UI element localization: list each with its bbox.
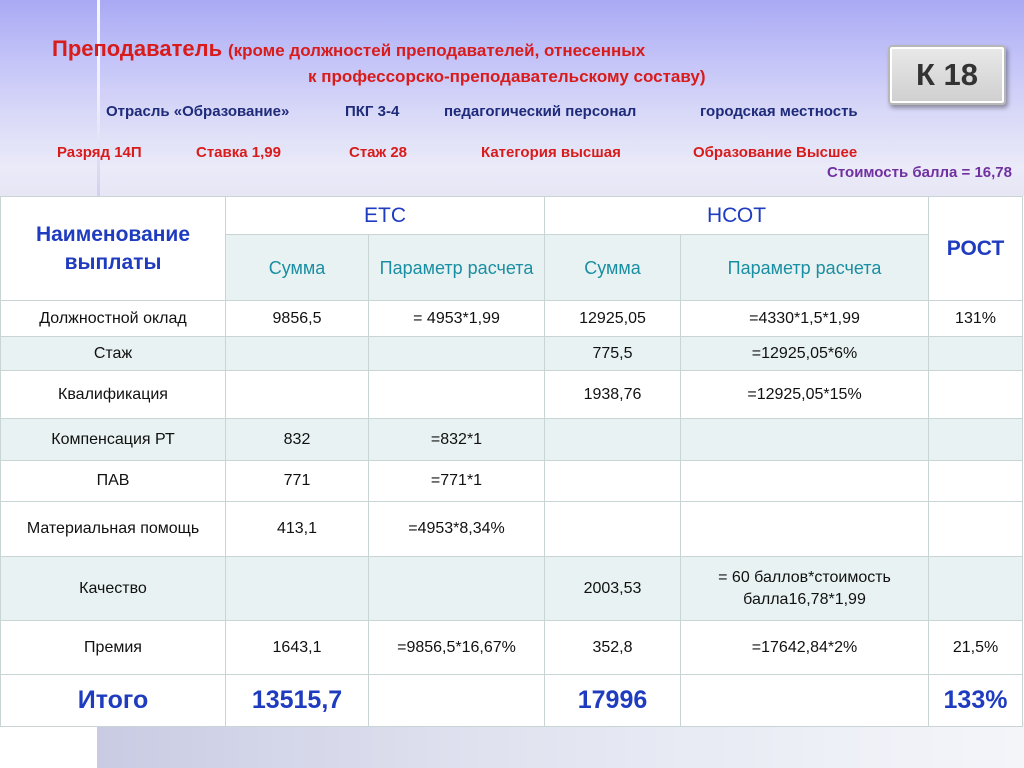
cell-nsot-param: [681, 419, 929, 461]
table-row: [1, 337, 1023, 371]
cell-ets-param: =4953*8,34%: [369, 502, 545, 557]
cell-ets-param: [369, 337, 545, 371]
footer-band: [97, 722, 1024, 768]
cell-growth: [929, 461, 1023, 502]
total-row: [1, 675, 1023, 727]
cell-nsot-sum: 775,5: [545, 337, 681, 371]
cell-growth: [929, 371, 1023, 419]
table-row: [1, 502, 1023, 557]
cell-ets-sum: 771: [226, 461, 369, 502]
nsot-param-line-2: балла16,78*1,99: [743, 590, 866, 608]
cell-name: ПАВ: [1, 461, 226, 502]
cell-nsot-sum: 1938,76: [545, 371, 681, 419]
cell-ets-sum: 9856,5: [226, 301, 369, 337]
header-ets: ЕТС: [226, 197, 545, 235]
cell-name: Стаж: [1, 337, 226, 371]
info-area: городская местность: [700, 103, 858, 120]
total-ets-sum: 13515,7: [226, 675, 369, 727]
cell-name: Материальная помощь: [1, 502, 226, 557]
cell-ets-param: = 4953*1,99: [369, 301, 545, 337]
cell-nsot-param: =12925,05*15%: [681, 371, 929, 419]
cell-growth: 131%: [929, 301, 1023, 337]
cell-nsot-sum: 352,8: [545, 621, 681, 675]
header-nsot: НСОТ: [545, 197, 929, 235]
cell-name: Должностной оклад: [1, 301, 226, 337]
cell-ets-sum: 413,1: [226, 502, 369, 557]
cell-nsot-param: =4330*1,5*1,99: [681, 301, 929, 337]
cell-name: Квалификация: [1, 371, 226, 419]
table-row: [1, 557, 1023, 621]
title-line2: к профессорско-преподавательскому составу): [308, 67, 706, 86]
total-growth: 133%: [929, 675, 1023, 727]
header-ets-sum: Сумма: [226, 235, 369, 301]
header-ets-param: Параметр расчета: [369, 235, 545, 301]
cell-nsot-param: [681, 502, 929, 557]
cell-name: Качество: [1, 557, 226, 621]
table-row: [1, 419, 1023, 461]
point-cost: Стоимость балла = 16,78: [827, 164, 1012, 181]
cell-nsot-param: [681, 461, 929, 502]
info-staff: педагогический персонал: [444, 103, 637, 120]
info-experience: Стаж 28: [349, 144, 408, 161]
cell-growth: [929, 557, 1023, 621]
info-sector: Отрасль «Образование»: [106, 103, 290, 120]
cell-ets-param: =771*1: [369, 461, 545, 502]
table-row: [1, 461, 1023, 502]
info-rate: Ставка 1,99: [196, 144, 281, 161]
title-rest: (кроме должностей преподавателей, отнесенных: [227, 41, 646, 60]
cell-ets-param: =832*1: [369, 419, 545, 461]
cell-nsot-param: =12925,05*6%: [681, 337, 929, 371]
info-line-2: [0, 144, 1024, 164]
cell-growth: [929, 337, 1023, 371]
cell-name: Компенсация РТ: [1, 419, 226, 461]
decorative-vertical-line: [97, 0, 100, 196]
info-education: Образование Высшее: [693, 144, 858, 161]
total-nsot-param: [681, 675, 929, 727]
cell-nsot-sum: [545, 502, 681, 557]
cell-nsot-sum: [545, 419, 681, 461]
total-nsot-sum: 17996: [545, 675, 681, 727]
info-category: Категория высшая: [481, 144, 621, 161]
cell-nsot-param: [681, 557, 929, 621]
cell-name: Премия: [1, 621, 226, 675]
header-growth: РОСТ: [929, 197, 1023, 301]
cell-ets-param: =9856,5*16,67%: [369, 621, 545, 675]
total-label: Итого: [1, 675, 226, 727]
cell-ets-sum: 832: [226, 419, 369, 461]
table-row: [1, 621, 1023, 675]
cell-nsot-sum: 12925,05: [545, 301, 681, 337]
header-payment-name: Наименование выплаты: [1, 197, 226, 301]
cell-ets-sum: [226, 371, 369, 419]
cell-ets-sum: 1643,1: [226, 621, 369, 675]
info-grade: Разряд 14П: [57, 144, 142, 161]
cell-nsot-param: =17642,84*2%: [681, 621, 929, 675]
title-bold: Преподаватель: [52, 36, 223, 61]
salary-comparison-table: [0, 196, 1023, 727]
cell-growth: [929, 502, 1023, 557]
cell-ets-param: [369, 557, 545, 621]
total-ets-param: [369, 675, 545, 727]
header-nsot-sum: Сумма: [545, 235, 681, 301]
slide-badge: К 18: [888, 45, 1006, 105]
nsot-param-line-1: = 60 баллов*стоимость: [718, 568, 891, 586]
info-line-1: [0, 103, 1024, 123]
slide-title: [52, 36, 852, 64]
header-nsot-param: Параметр расчета: [681, 235, 929, 301]
cell-ets-param: [369, 371, 545, 419]
info-pkg: ПКГ 3-4: [345, 103, 400, 120]
table-row: [1, 371, 1023, 419]
table-row: [1, 301, 1023, 337]
cell-nsot-sum: 2003,53: [545, 557, 681, 621]
cell-growth: 21,5%: [929, 621, 1023, 675]
cell-growth: [929, 419, 1023, 461]
cell-ets-sum: [226, 337, 369, 371]
cell-ets-sum: [226, 557, 369, 621]
cell-nsot-sum: [545, 461, 681, 502]
